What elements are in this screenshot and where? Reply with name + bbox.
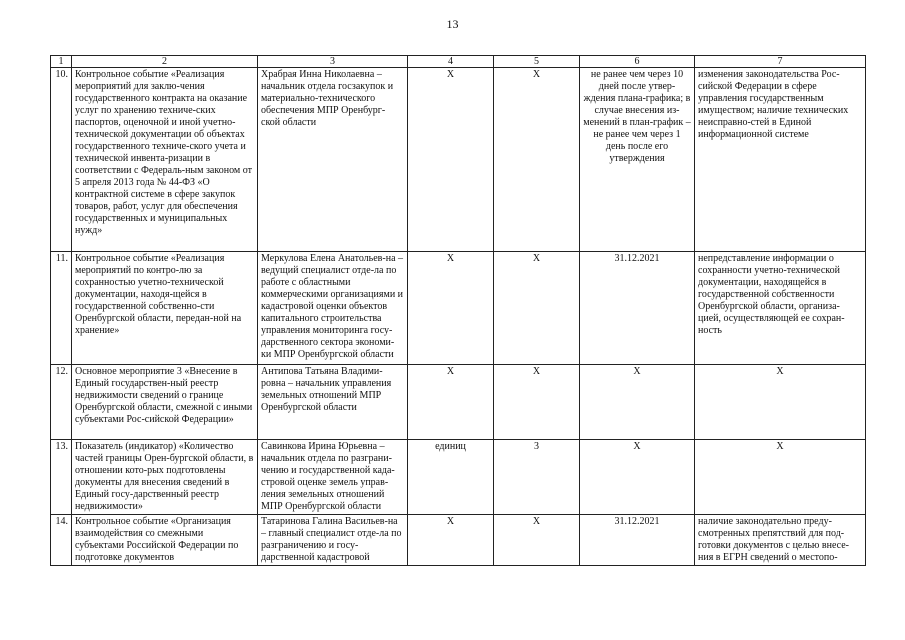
row-number: 10. <box>51 68 72 252</box>
plan-table <box>50 55 866 566</box>
header-row <box>51 56 866 68</box>
table-row <box>51 68 866 252</box>
column-header: 1 <box>51 56 72 68</box>
responsible-person: Савинкова Ирина Юрьевна – начальник отдела по разграни-чению и государственной када-стровой оценке земель управ-ления земельных отношений МПР Оренбургской области <box>261 441 395 512</box>
page-number: 13 <box>446 17 459 31</box>
deadline-cell: Х <box>580 365 695 440</box>
row-number: 13. <box>51 440 72 515</box>
value-cell: Х <box>494 252 580 365</box>
event-name: Основное мероприятие 3 «Внесение в Единый государствен-ный реестр недвижимости сведений о границе Оренбургской области, смежной с иными субъектами Рос-сийской Федерации» <box>75 366 253 425</box>
table-row <box>51 365 866 440</box>
column-header: 7 <box>695 56 866 68</box>
table-row <box>51 440 866 515</box>
row-number: 14. <box>51 515 72 566</box>
responsible-person: Антипова Татьяна Владими-ровна – начальник управления земельных отношений МПР Оренбургской области <box>261 366 392 413</box>
unit-cell: Х <box>408 68 494 252</box>
value-cell: Х <box>494 68 580 252</box>
responsible-person: Меркулова Елена Анатольев-на – ведущий специалист отде-ла по работе с областными коммерческими организациями и кадастровой оценки объектов капитального строительства управления мониторинга госу-дарственного сектора экономи-ки МПР Оренбургской области <box>261 253 404 360</box>
risk-cell: Х <box>695 365 866 440</box>
unit-cell: Х <box>408 252 494 365</box>
risk-cell: изменения законодательства Рос-сийской Федерации в сфере управления государственным имуществом; наличие технических неисправно-стей в Единой информационной системе <box>695 68 866 252</box>
responsible-person: Храбрая Инна Николаевна – начальник отдела госзакупок и материально-технического обеспечения МПР Оренбург-ской области <box>261 69 394 128</box>
column-header: 6 <box>580 56 695 68</box>
deadline-cell: не ранее чем через 10 дней после утвер-ждения плана-графика; в случае внесения из-менений в план-график – не ранее чем через 1 день после его утверждения <box>580 68 695 252</box>
column-header: 4 <box>408 56 494 68</box>
event-name: Контрольное событие «Реализация мероприятий для заклю-чения государственного контракта на оказание услуг по хранению техниче-ских паспортов, оценочной и иной учетно-технической документации об объектах государственного техниче-ского учета и технической инвента-ризации в соответствии с Федераль-ным законом от 5 апреля 2013 года № 44-ФЗ «О контрактной системе в сфере закупок товаров, работ, услуг для обеспечения государственных и муниципальных нужд» <box>75 69 252 236</box>
value-cell: Х <box>494 515 580 566</box>
risk-cell: Х <box>695 440 866 515</box>
risk-cell: наличие законодательно преду-смотренных препятствий для под-готовки документов с целью внесе-ния в ЕГРН сведений о местопо- <box>695 515 866 566</box>
indicator-name: Показатель (индикатор) «Количество частей границы Орен-бургской области, в отношении кото-рых подготовлены документы для внесения сведений в Единый госу-дарственный реестр недвижимости» <box>75 441 254 512</box>
event-name: Контрольное событие «Реализация мероприятий по контро-лю за сохранностью учетно-технической документации, находя-щейся в государственной собственно-сти Оренбургской области, передан-ной на хранение» <box>75 253 242 336</box>
row-number: 11. <box>51 252 72 365</box>
table-row <box>51 252 866 365</box>
column-header: 5 <box>494 56 580 68</box>
table-row <box>51 515 866 566</box>
deadline-cell: 31.12.2021 <box>580 515 695 566</box>
value-cell: Х <box>494 365 580 440</box>
responsible-person: Татаринова Галина Васильев-на – главный специалист отде-ла по разграничению и госу-дарственной кадастровой <box>261 516 402 563</box>
value-cell: 3 <box>494 440 580 515</box>
column-header: 2 <box>72 56 258 68</box>
unit-cell: Х <box>408 515 494 566</box>
row-number: 12. <box>51 365 72 440</box>
unit-cell: единиц <box>408 440 494 515</box>
deadline-cell: 31.12.2021 <box>580 252 695 365</box>
deadline-cell: Х <box>580 440 695 515</box>
event-name: Контрольное событие «Организация взаимодействия со смежными субъектами Российской Федерации по подготовке документов <box>75 516 239 563</box>
column-header: 3 <box>258 56 408 68</box>
risk-cell: непредставление информации о сохранности учетно-технической документации, находящейся в государственной собственности Оренбургской области, организа-цией, осуществляющей ее сохран-ность <box>695 252 866 365</box>
unit-cell: Х <box>408 365 494 440</box>
